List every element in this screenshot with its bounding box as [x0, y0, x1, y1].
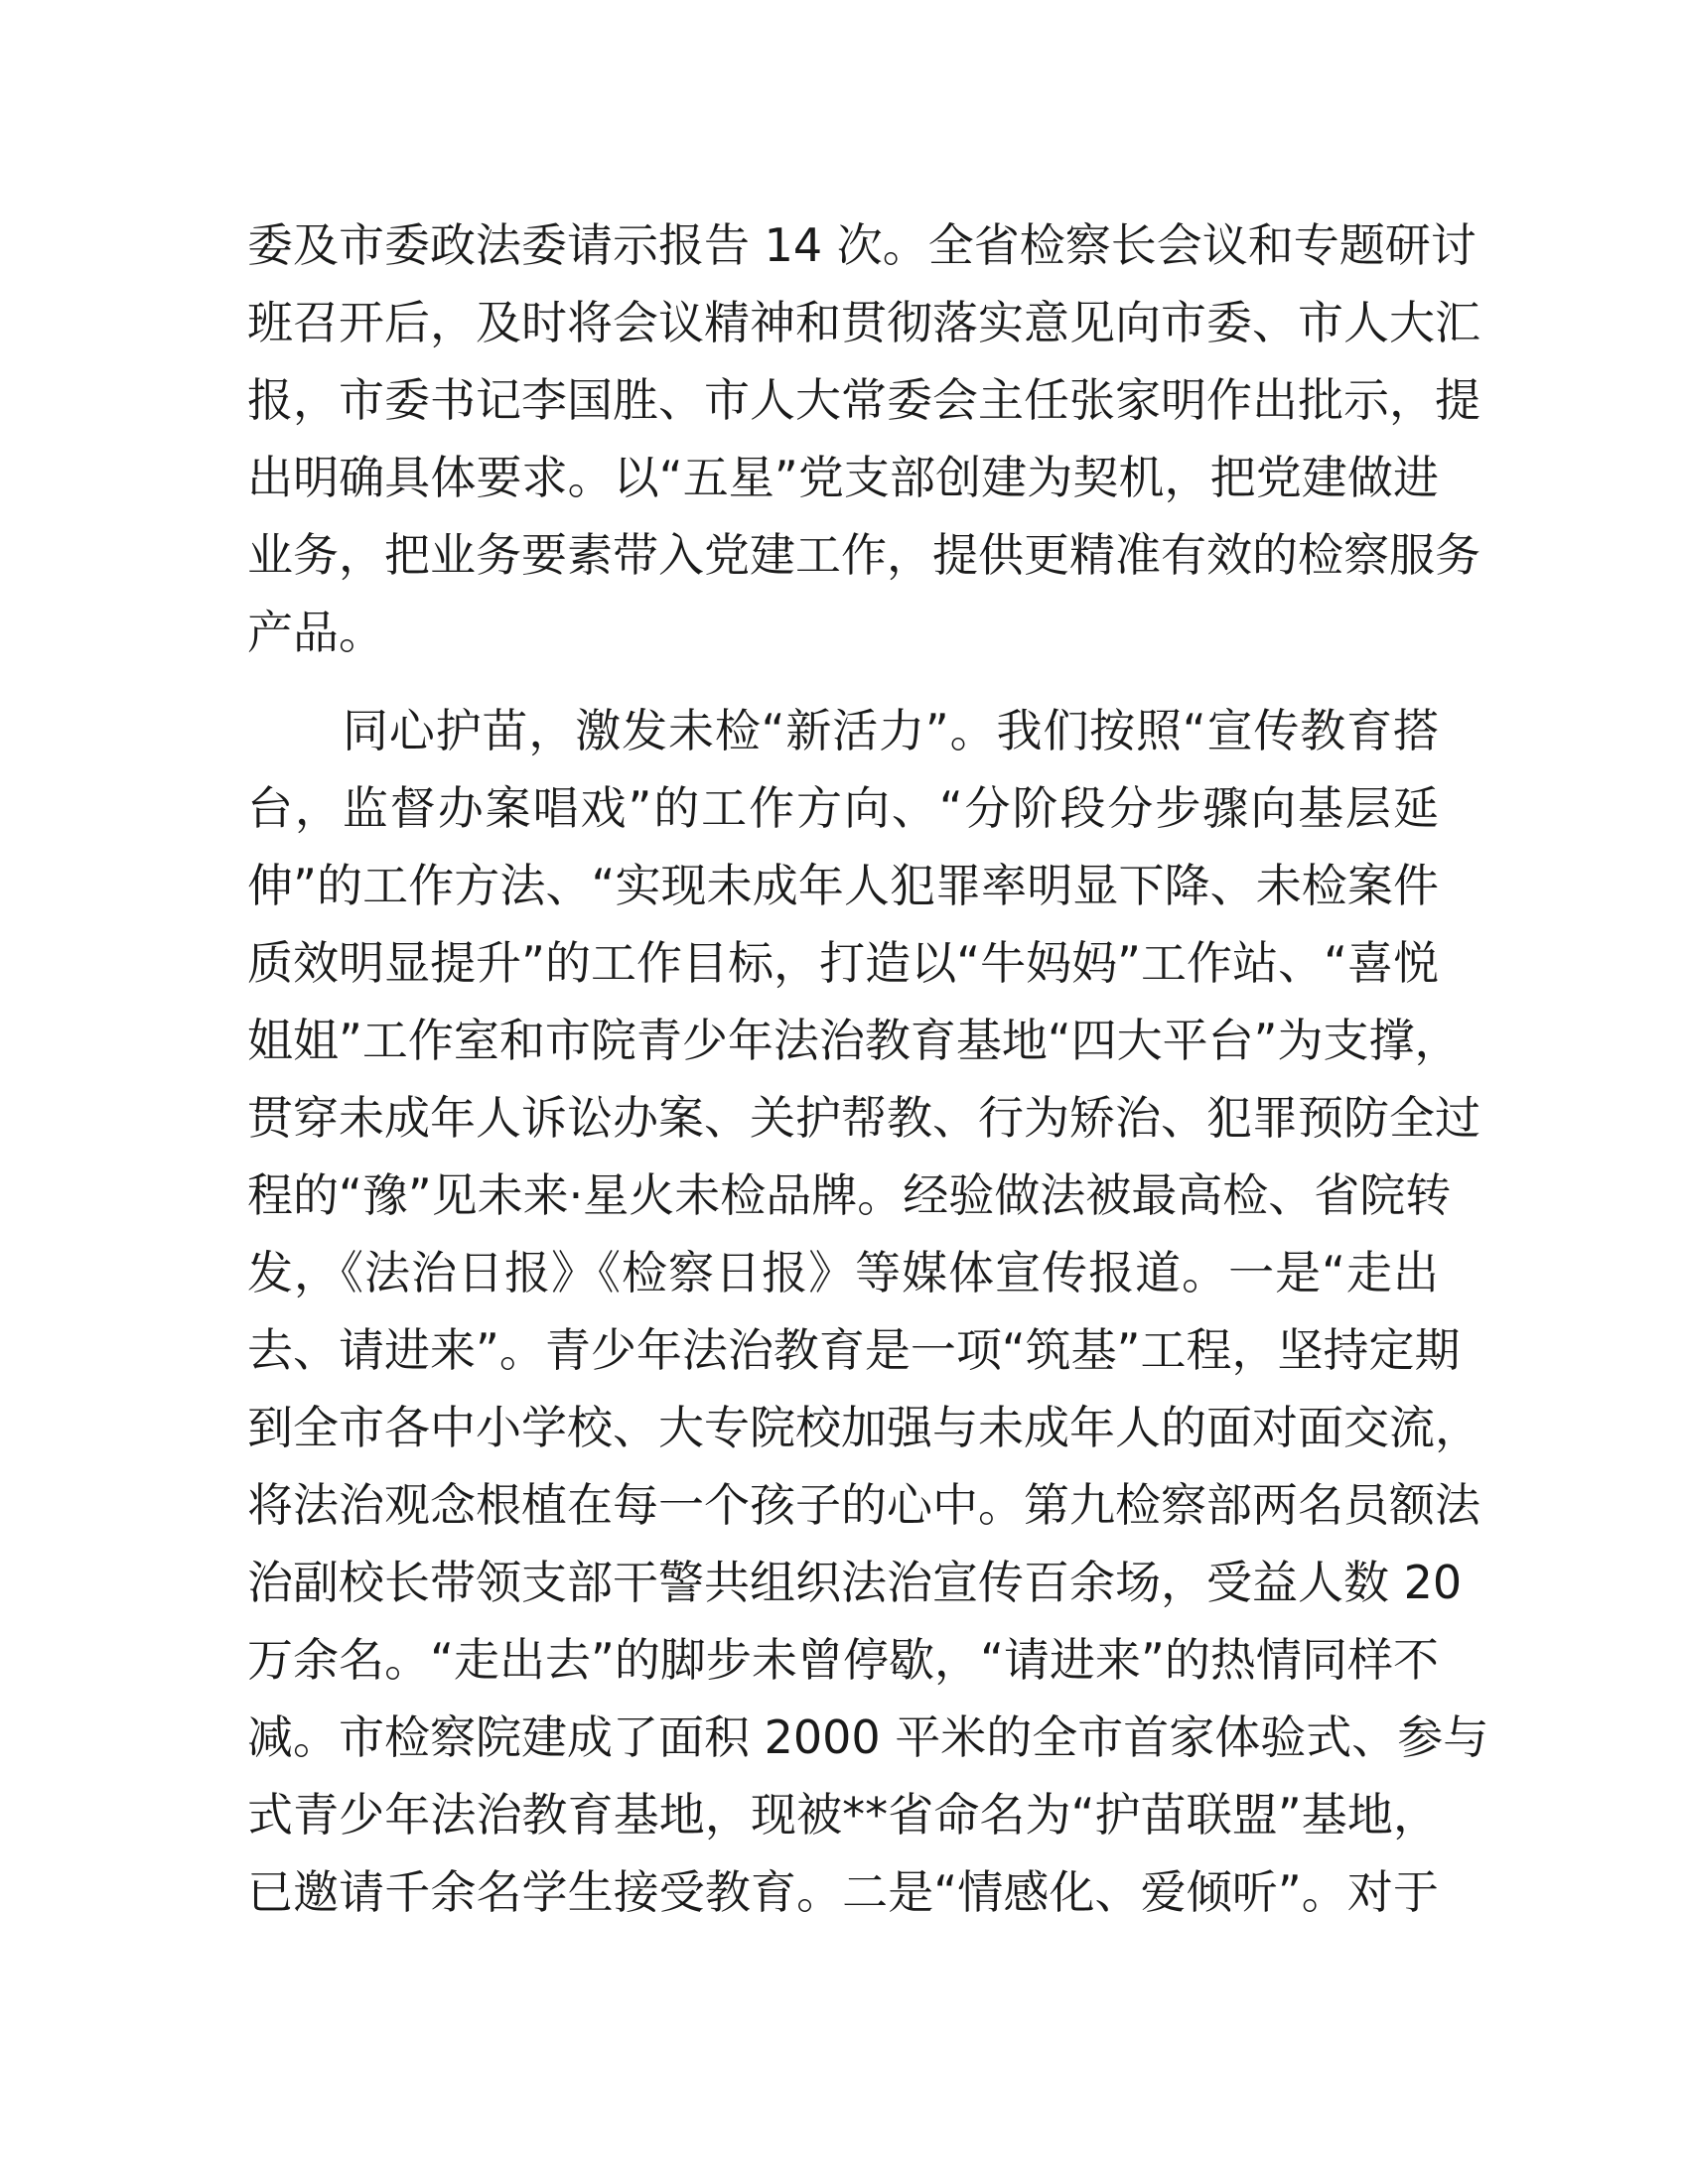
text-line: 姐姐”工作室和市院青少年法治教育基地“四大平台”为支撑， — [247, 1014, 1461, 1067]
text-line: 式青少年法治教育基地，现被**省命名为“护苗联盟”基地， — [247, 1788, 1439, 1842]
text-line: 到全市各中小学校、大专院校加强与未成年人的面对面交流， — [247, 1401, 1480, 1454]
text-line: 发，《法治日报》《检察日报》等媒体宣传报道。一是“走出 — [247, 1246, 1439, 1299]
text-line: 产品。 — [247, 606, 384, 659]
paragraph-gap — [247, 671, 1439, 692]
text-line: 同心护苗，激发未检“新活力”。我们按照“宣传教育搭 — [343, 704, 1439, 757]
text-line: 将法治观念根植在每一个孩子的心中。第九检察部两名员额法 — [247, 1478, 1480, 1532]
text-line: 去、请进来”。青少年法治教育是一项“筑基”工程，坚持定期 — [247, 1323, 1461, 1377]
text-line: 程的“豫”见未来·星火未检品牌。经验做法被最高检、省院转 — [247, 1168, 1452, 1222]
text-line: 报，市委书记李国胜、市人大常委会主任张家明作出批示，提 — [247, 373, 1480, 427]
text-line: 业务，把业务要素带入党建工作，提供更精准有效的检察服务 — [247, 528, 1480, 582]
text-line: 台，监督办案唱戏”的工作方向、“分阶段分步骤向基层延 — [247, 781, 1439, 835]
body-text — [247, 206, 1489, 1931]
paragraph — [247, 692, 1489, 1931]
text-line: 质效明显提升”的工作目标，打造以“牛妈妈”工作站、“喜悦 — [247, 936, 1439, 990]
text-line: 万余名。“走出去”的脚步未曾停歇，“请进来”的热情同样不 — [247, 1633, 1439, 1687]
text-line: 已邀请千余名学生接受教育。二是“情感化、爱倾听”。对于 — [247, 1865, 1439, 1919]
text-line: 伸”的工作方法、“实现未成年人犯罪率明显下降、未检案件 — [247, 859, 1439, 912]
text-line: 治副校长带领支部干警共组织法治宣传百余场，受益人数 20 — [247, 1556, 1463, 1609]
text-line: 委及市委政法委请示报告 14 次。全省检察长会议和专题研讨 — [247, 218, 1477, 272]
paragraph — [247, 206, 1480, 671]
text-line: 贯穿未成年人诉讼办案、关护帮教、行为矫治、犯罪预防全过 — [247, 1091, 1480, 1145]
text-line: 减。市检察院建成了面积 2000 平米的全市首家体验式、参与 — [247, 1710, 1489, 1764]
text-line: 出明确具体要求。以“五星”党支部创建为契机，把党建做进 — [247, 451, 1439, 504]
text-line: 班召开后，及时将会议精神和贯彻落实意见向市委、市人大汇 — [247, 296, 1480, 349]
